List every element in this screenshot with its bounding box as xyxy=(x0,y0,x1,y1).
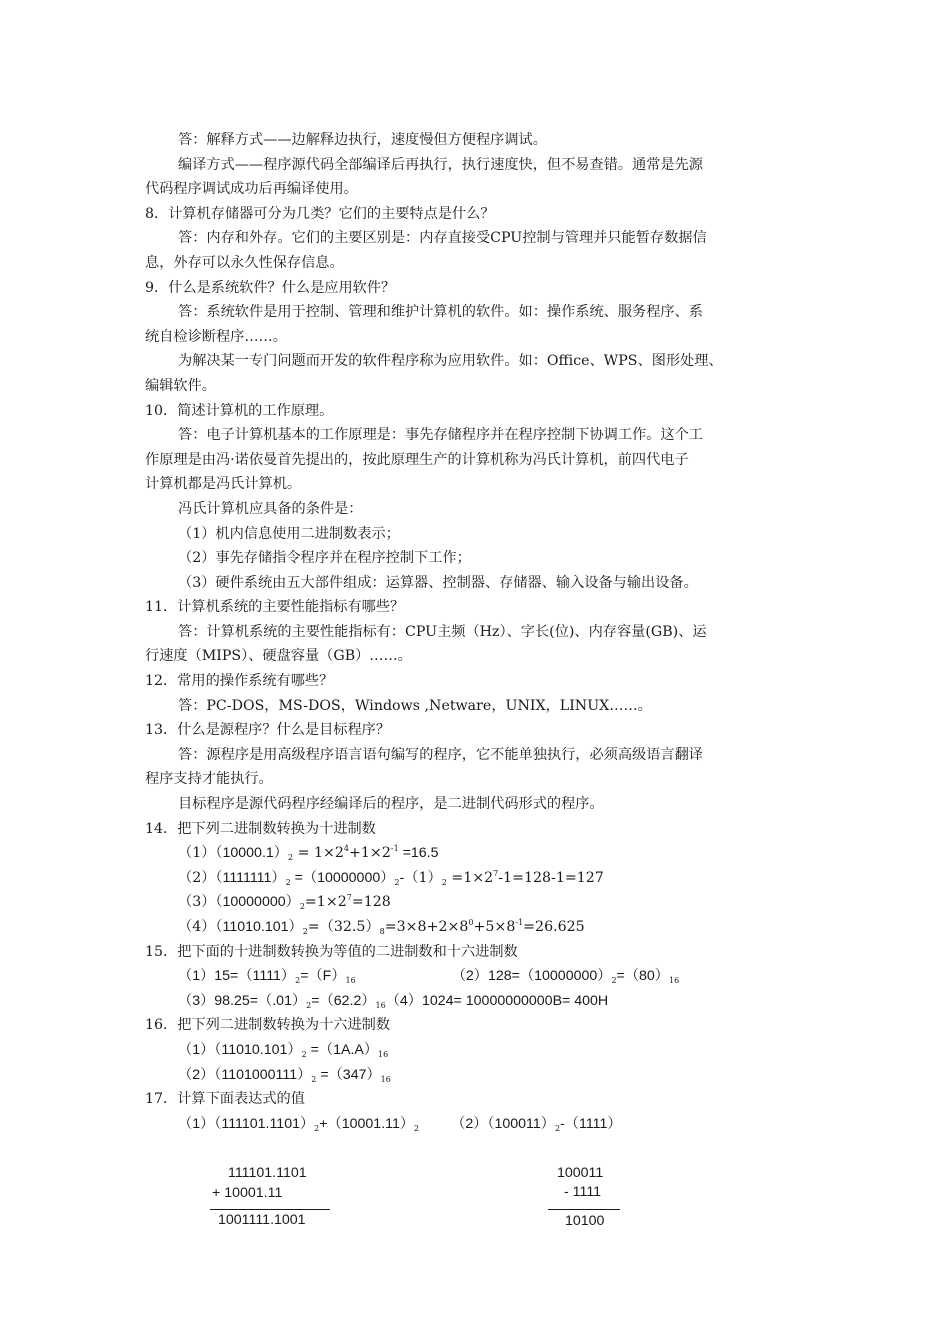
answer-line: 程序支持才能执行。 xyxy=(145,771,273,788)
question-9: 9．什么是系统软件？什么是应用软件？ xyxy=(145,279,396,296)
answer-line: 冯氏计算机应具备的条件是： xyxy=(178,500,363,517)
answer-line: 编辑软件。 xyxy=(145,377,216,394)
answer-line: 代码程序调试成功后再编译使用。 xyxy=(145,181,358,198)
answer-line: 答：内存和外存。它们的主要区别是：内存直接受CPU控制与管理并只能暂存数据信 xyxy=(178,230,707,247)
question-11: 11．计算机系统的主要性能指标有哪些？ xyxy=(145,599,405,616)
question-17: 17．计算下面表达式的值 xyxy=(145,1091,305,1108)
conversion-item: $(4)(11010.101)_2=(32.5)_8=3\times 8+2\times 8^0+5\times 8^{-1}=26.625$ xyxy=(178,918,585,936)
conversion-item: $(2)(1111111)_2 =(10000000)_2-(1)_2 =1\times 2^7-1=128-1=127$ xyxy=(178,868,604,887)
answer-line: 答：计算机系统的主要性能指标有：CPU主频（Hz）、字长(位)、内存容量(GB)、运 xyxy=(178,623,707,640)
subtraction-second-operand: - 1111 xyxy=(564,1184,602,1200)
answer-line: 息，外存可以永久性保存信息。 xyxy=(145,254,344,271)
question-15: 15．把下面的十进制数转换为等值的二进制数和十六进制数 xyxy=(145,943,518,960)
subtraction-top-operand: 100011 xyxy=(557,1165,604,1181)
list-item: （3）硬件系统由五大部件组成：运算器、控制器、存储器、输入设备与输出设备。 xyxy=(178,574,698,591)
question-16: 16．把下列二进制数转换为十六进制数 xyxy=(145,1017,391,1034)
answer-line: 答：电子计算机基本的工作原理是：事先存储程序并在程序控制下协调工作。这个工 xyxy=(178,427,703,444)
document-page xyxy=(145,128,807,1136)
answer-line: 答：解释方式——边解释边执行，速度慢但方便程序调试。 xyxy=(178,132,547,148)
expression-item: $(1)(111101.1101)_2+(10001.11)_2$ $(2)(100011)_2-(1111)$ xyxy=(178,1115,622,1133)
subtraction-result: 10100 xyxy=(565,1213,605,1229)
question-12: 12．常用的操作系统有哪些？ xyxy=(145,673,334,690)
answer-line: 作原理是由冯·诺依曼首先提出的，按此原理生产的计算机称为冯氏计算机，前四代电子 xyxy=(145,451,689,468)
answer-line: 编译方式——程序源代码全部编译后再执行，执行速度快，但不易查错。通常是先源 xyxy=(178,156,703,173)
list-item: （2）事先存储指令程序并在程序控制下工作； xyxy=(178,550,471,567)
conversion-item: $(1)(10000.1)_2 = 1\times 2^4+1\times 2^{-1} =16.5$ xyxy=(178,844,439,863)
conversion-item: $(1)15=(1111)_2=(F)_{16}$ $(2)128=(10000000)_2=(80)_{16}$ xyxy=(178,968,680,986)
answer-line: 答：源程序是用高级程序语言语句编写的程序，它不能单独执行，必须高级语言翻译 xyxy=(178,746,703,763)
answer-line: 统自检诊断程序……。 xyxy=(145,328,287,345)
conversion-item: $(2)(1101000111)_2 =(347)_{16}$ xyxy=(178,1066,391,1084)
question-13: 13．什么是源程序？什么是目标程序？ xyxy=(145,722,391,739)
answer-line: 答：系统软件是用于控制、管理和维护计算机的软件。如：操作系统、服务程序、系 xyxy=(178,304,703,321)
conversion-item: $(3)(10000000)_2=1\times 2^7=128$ xyxy=(178,893,391,912)
question-8: 8．计算机存储器可分为几类？它们的主要特点是什么？ xyxy=(145,205,495,222)
addition-second-operand: + 10001.11 xyxy=(212,1185,283,1201)
addition-top-operand: 111101.1101 xyxy=(228,1165,307,1181)
list-item: （1）机内信息使用二进制数表示； xyxy=(178,525,400,542)
subtraction-rule xyxy=(548,1209,620,1210)
answer-line: 为解决某一专门问题而开发的软件程序称为应用软件。如：Office、WPS、图形处理、 xyxy=(178,353,723,370)
conversion-item: $(3)98.25=(.01)_2=(62.2)_{16}(4)1024= 10000000000B= 400H$ xyxy=(178,992,609,1010)
conversion-item: $(1)(11010.101)_2 =(1A.A)_{16}$ xyxy=(178,1041,389,1059)
addition-rule xyxy=(210,1209,330,1210)
addition-result: 1001111.1001 xyxy=(218,1212,306,1228)
question-14: 14．把下列二进制数转换为十进制数 xyxy=(145,820,376,837)
answer-line: 答：PC-DOS，MS-DOS，Windows ,Netware，UNIX，LINUX……。 xyxy=(178,697,652,714)
answer-line: 目标程序是源代码程序经编译后的程序，是二进制代码形式的程序。 xyxy=(178,796,604,813)
question-10: 10．简述计算机的工作原理。 xyxy=(145,402,334,419)
answer-line: 计算机都是冯氏计算机。 xyxy=(145,476,302,493)
answer-line: 行速度（MIPS）、硬盘容量（GB）……。 xyxy=(145,648,412,665)
